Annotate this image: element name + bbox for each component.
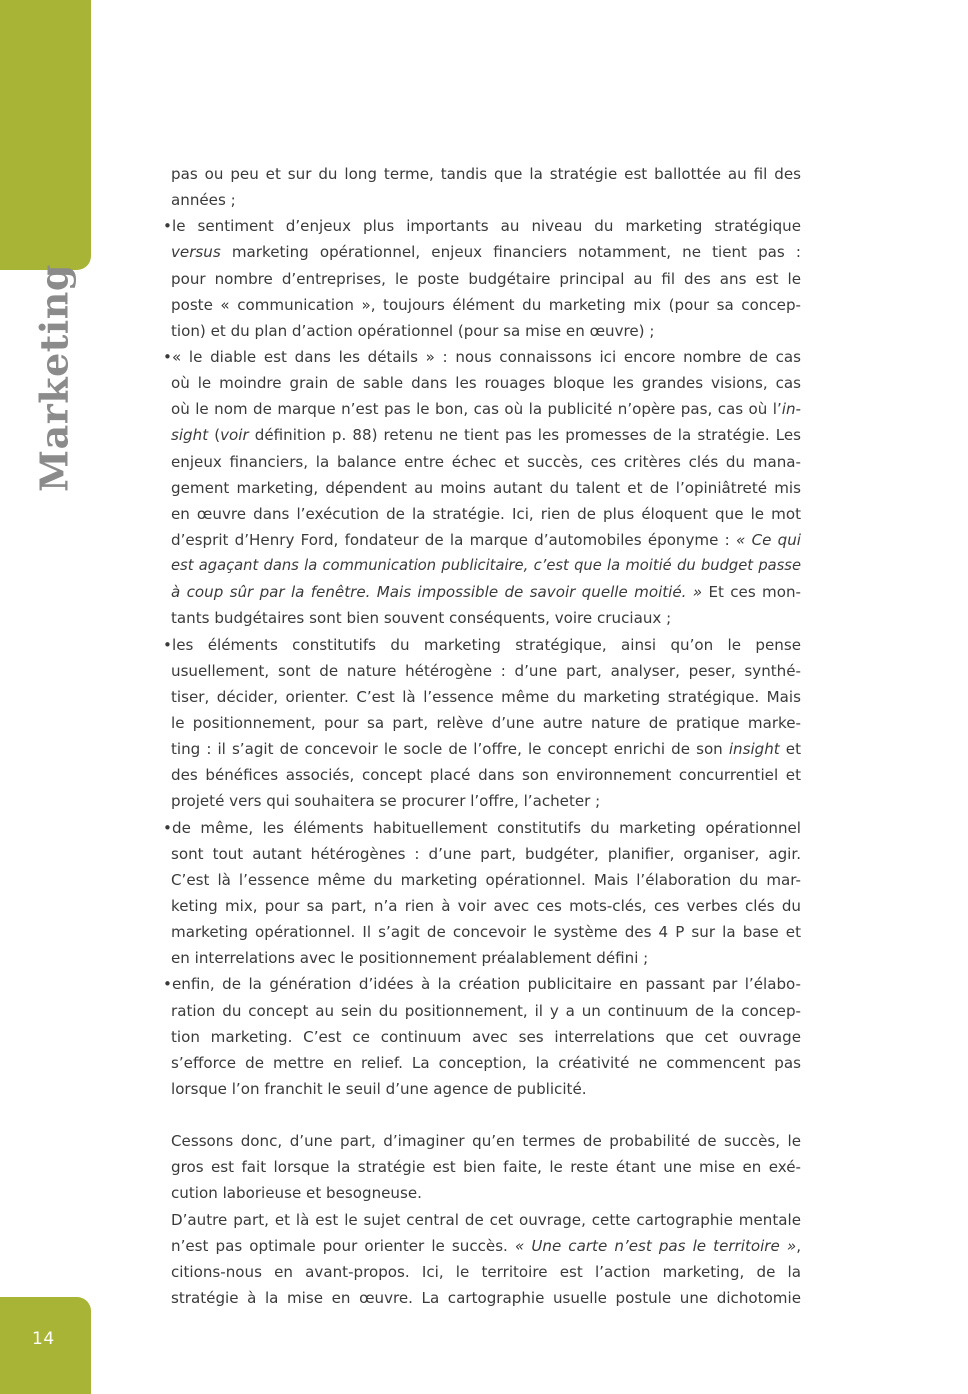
text-line: où le moindre grain de sable dans les rouages bloque les grandes visions, cas [171, 374, 801, 393]
text-line: où le nom de marque n’est pas le bon, cas où la publicité n’opère pas, cas où l’in- [171, 400, 801, 419]
bullet-icon: • [163, 818, 172, 837]
text-line: keting mix, pour sa part, n’a rien à voir avec ces mots-clés, ces verbes clés du [171, 896, 801, 915]
text-line: marketing opérationnel. Il s’agit de concevoir le système des 4 P sur la base et [171, 923, 801, 942]
quote-line: à coup sûr par la fenêtre. Mais impossible de savoir quelle moitié. » Et ces mon- [171, 583, 802, 602]
text-line: projeté vers qui souhaitera se procurer l’offre, l’acheter ; [171, 792, 601, 811]
text-line: gros est fait lorsque la stratégie est bien faite, le reste étant une mise en exé- [171, 1158, 801, 1177]
text-line: tants budgétaires sont bien souvent conséquents, voire cruciaux ; [171, 609, 672, 628]
section-title: Marketing [31, 264, 77, 492]
bullet-icon: • [163, 975, 172, 994]
text-line: D’autre part, et là est le sujet central de cet ouvrage, cette cartographie mentale [171, 1210, 801, 1229]
text-line: usuellement, sont de nature hétérogène : d’une part, analyser, peser, synthé- [171, 661, 801, 680]
text-line: versus marketing opérationnel, enjeux financiers notamment, ne tient pas : [171, 243, 801, 262]
bullet-icon: • [163, 635, 172, 654]
text-line: sight (voir définition p. 88) retenu ne tient pas les promesses de la stratégie. Les [171, 426, 802, 445]
quote-line: est agaçant dans la communication publicitaire, c’est que la moitié du budget passe [171, 557, 801, 575]
text-line: sont tout autant hétérogènes : d’une part, budgéter, planifier, organiser, agir. [171, 844, 801, 863]
text-line: s’efforce de mettre en relief. La conception, la créativité ne commencent pas [171, 1053, 801, 1072]
text-line: en interrelations avec le positionnement préalablement défini ; [171, 949, 649, 968]
text-line: Cessons donc, d’une part, d’imaginer qu’en termes de probabilité de succès, le [171, 1132, 801, 1151]
text-line: cution laborieuse et besogneuse. [171, 1184, 422, 1203]
text-line: C’est là l’essence même du marketing opérationnel. Mais l’élaboration du mar- [171, 870, 801, 889]
text-line: poste « communication », toujours élément du marketing mix (pour sa concep- [171, 295, 801, 314]
text-line: d’esprit d’Henry Ford, fondateur de la marque d’automobiles éponyme : « Ce qui [171, 530, 802, 549]
body-text [163, 161, 802, 1311]
text-line: citions-nous en avant-propos. Ici, le territoire est l’action marketing, de la [171, 1262, 801, 1281]
bullet-icon: • [163, 217, 172, 236]
text-line: ration du concept au sein du positionnement, il y a un continuum de la concep- [171, 1001, 801, 1020]
page-number: 14 [32, 1329, 55, 1349]
text-line: des bénéfices associés, concept placé dans son environnement concurrentiel et [171, 766, 801, 785]
text-line: lorsque l’on franchit le seuil d’une agence de publicité. [171, 1079, 587, 1098]
text-line: années ; [171, 191, 236, 210]
text-line: tiser, décider, orienter. C’est là l’essence même du marketing stratégique. Mais [171, 687, 801, 706]
side-tab [0, 0, 91, 270]
text-line: tion marketing. C’est ce continuum avec ses interrelations que cet ouvrage [171, 1027, 801, 1046]
bullet-icon: • [163, 347, 172, 366]
paragraph-spacer [171, 1102, 801, 1128]
text-line: stratégie à la mise en œuvre. La cartographie usuelle postule une dichotomie [171, 1289, 801, 1308]
bullet-item-line: •de même, les éléments habituellement constitutifs du marketing opérationnel [171, 815, 801, 841]
text-line: gement marketing, dépendent au moins autant du talent et de l’opiniâtreté mis [171, 478, 801, 497]
text-line: pas ou peu et sur du long terme, tandis que la stratégie est ballottée au fil des [171, 165, 801, 183]
bullet-item-line: •enfin, de la génération d’idées à la création publicitaire en passant par l’élabo- [171, 971, 801, 997]
text-line: pour nombre d’entreprises, le poste budgétaire principal au fil des ans est le [171, 269, 801, 288]
bullet-item-line: •les éléments constitutifs du marketing stratégique, ainsi qu’on le pense [171, 632, 801, 658]
bullet-item-line: •le sentiment d’enjeux plus importants au niveau du marketing stratégique [171, 213, 801, 239]
text-line: tion) et du plan d’action opérationnel (pour sa mise en œuvre) ; [171, 321, 655, 340]
text-line: enjeux financiers, la balance entre échec et succès, ces critères clés du mana- [171, 452, 801, 471]
text-line: en œuvre dans l’exécution de la stratégie. Ici, rien de plus éloquent que le mot [171, 504, 801, 523]
text-line: ting : il s’agit de concevoir le socle de l’offre, le concept enrichi de son insight et [171, 740, 801, 759]
bullet-item-line: •« le diable est dans les détails » : nous connaissons ici encore nombre de cas [171, 344, 801, 370]
text-line: n’est pas optimale pour orienter le succès. « Une carte n’est pas le territoire », [171, 1236, 801, 1255]
text-line: le positionnement, pour sa part, relève d’une autre nature de pratique marke- [171, 713, 801, 732]
